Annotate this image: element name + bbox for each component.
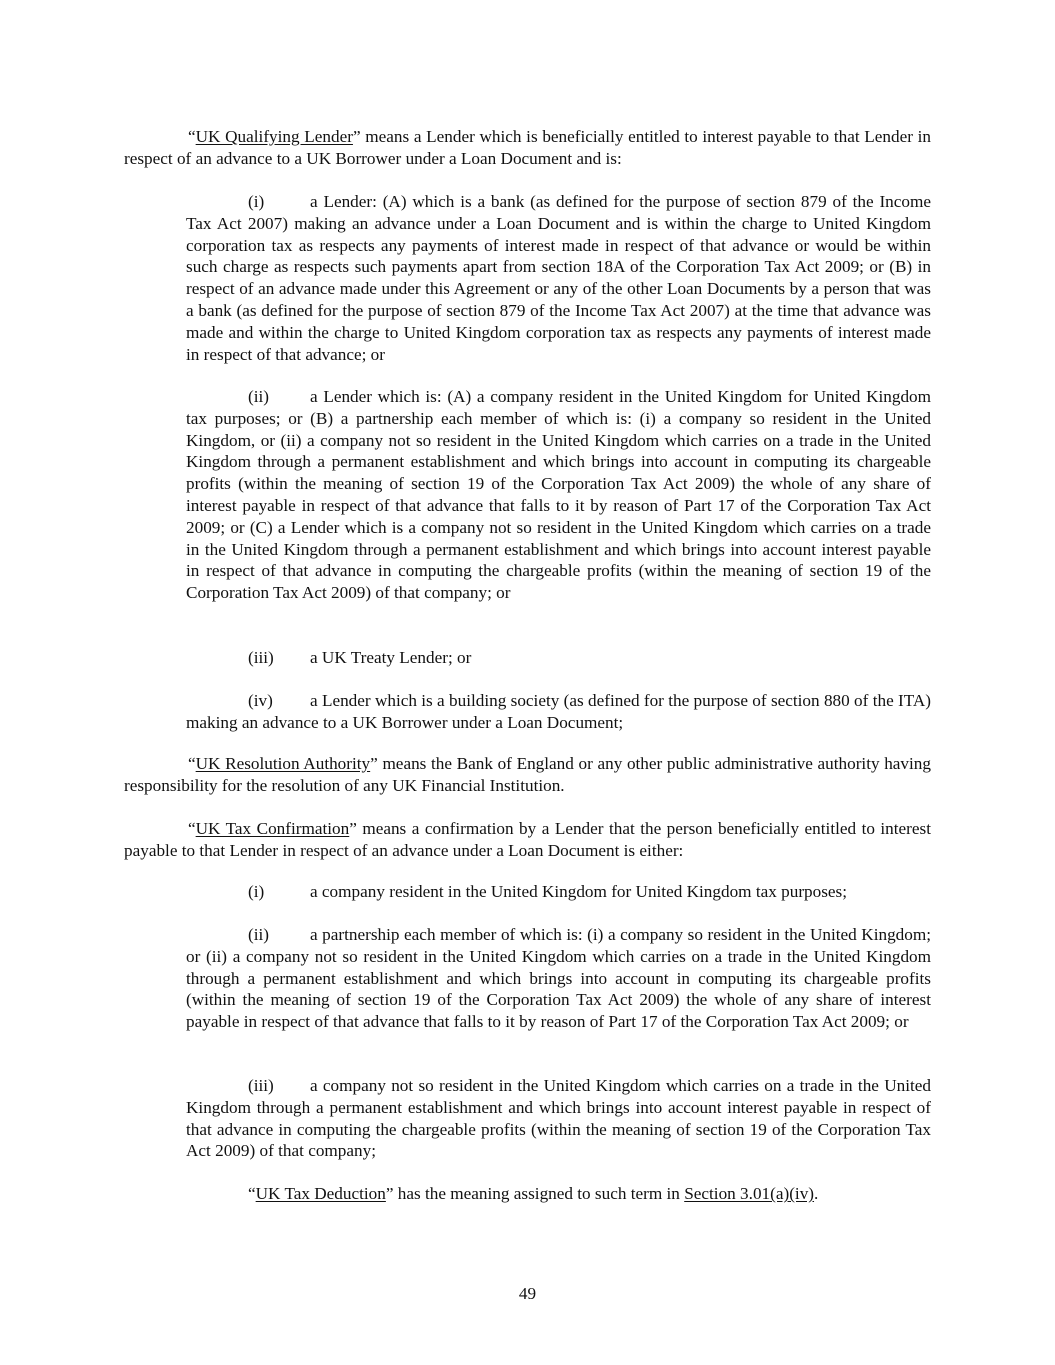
item-number: (ii) [248, 387, 269, 406]
section-reference-link[interactable]: Section 3.01(a)(iv) [684, 1184, 815, 1203]
open-quote: “ [188, 819, 196, 838]
item-text: a Lender: (A) which is a bank (as defined for the purpose of section 879 of the Income Tax Act 2007) making an advance under a Loan Document and is within the charge to United Kingdom corporation tax as respects any payments of interest made in respect of that advance or would be within such charge as respects such payments apart from section 18A of the Corporation Tax Act 2009; or (B) in respect of an advance made under this Agreement or any of the other Loan Documents by a person that was a bank (as defined for the purpose of section 879 of the Income Tax Act 2007) at the time that advance was made and within the charge to United Kingdom corporation tax as respects any payments of interest made in respect of that advance; or [186, 192, 931, 364]
definition-text: ” means a Lender which is beneficially entitled to interest payable to that Lender in respect of an advance to a UK Borrower under a Loan Document and is: [124, 127, 931, 168]
list-item [186, 690, 931, 734]
item-text: a Lender which is: (A) a company resident in the United Kingdom for United Kingdom tax purposes; or (B) a partnership each member of which is: (i) a company so resident in the United Kingdom, or (ii) a company not so resident in the United Kingdom which carries on a trade in the United Kingdom through a permanent establishment and which brings into account in computing its chargeable profits (within the meaning of section 19 of the Corporation Tax Act 2009) the whole of any share of interest payable in respect of that advance that falls to it by reason of Part 17 of the Corporation Tax Act 2009; or (C) a Lender which is a company not so resident in the United Kingdom which carries on a trade in the United Kingdom through a permanent establishment and which brings into account interest payable in respect of that advance in computing the chargeable profits (within the meaning of section 19 of the Corporation Tax Act 2009) of that company; or [186, 387, 931, 603]
list-item [186, 647, 471, 669]
defined-term: UK Resolution Authority [195, 754, 371, 773]
defined-term: UK Tax Deduction [255, 1184, 386, 1203]
list-item [186, 924, 931, 1033]
list-item [186, 1075, 931, 1162]
item-text: a company not so resident in the United Kingdom which carries on a trade in the United Kingdom through a permanent establishment and which brings into account interest payable in respect of that advance in computing the chargeable profits (within the meaning of section 19 of the Corporation Tax Act 2009) of that company; [186, 1076, 931, 1161]
list-item [186, 881, 847, 903]
item-number: (i) [248, 192, 265, 211]
open-quote: “ [188, 754, 196, 773]
open-quote: “ [188, 127, 196, 146]
item-text: a UK Treaty Lender; or [310, 648, 472, 667]
item-text: a Lender which is a building society (as defined for the purpose of section 880 of the ITA) making an advance to a UK Borrower under a Loan Document; [186, 691, 931, 732]
definition-uk-resolution-authority [124, 753, 931, 797]
defined-term: UK Tax Confirmation [195, 819, 350, 838]
list-item [186, 386, 931, 604]
definition-uk-tax-deduction [186, 1183, 818, 1205]
open-quote: “ [248, 1184, 256, 1203]
page-number: 49 [518, 1284, 537, 1303]
item-text: a company resident in the United Kingdom for United Kingdom tax purposes; [310, 882, 848, 901]
item-number: (iii) [248, 648, 274, 667]
definition-end: . [814, 1184, 819, 1203]
definition-text: ” means the Bank of England or any other public administrative authority having responsibility for the resolution of any UK Financial Institution. [124, 754, 931, 795]
defined-term: UK Qualifying Lender [195, 127, 353, 146]
item-number: (i) [248, 882, 265, 901]
item-number: (ii) [248, 925, 269, 944]
item-text: a partnership each member of which is: (i) a company so resident in the United Kingdom; or (ii) a company not so resident in the United Kingdom which carries on a trade in the United Kingdom through a permanent establishment and which brings into account in computing its chargeable profits (within the meaning of section 19 of the Corporation Tax Act 2009) the whole of any share of interest payable in respect of that advance that falls to it by reason of Part 17 of the Corporation Tax Act 2009; or [186, 925, 931, 1032]
list-item [186, 191, 931, 365]
item-number: (iii) [248, 1076, 274, 1095]
definition-uk-tax-confirmation [124, 818, 931, 862]
definition-text: ” has the meaning assigned to such term in [385, 1184, 685, 1203]
definition-uk-qualifying-lender [124, 126, 931, 170]
definition-text: ” means a confirmation by a Lender that the person beneficially entitled to interest payable to that Lender in respect of an advance under a Loan Document is either: [124, 819, 931, 860]
item-number: (iv) [248, 691, 273, 710]
